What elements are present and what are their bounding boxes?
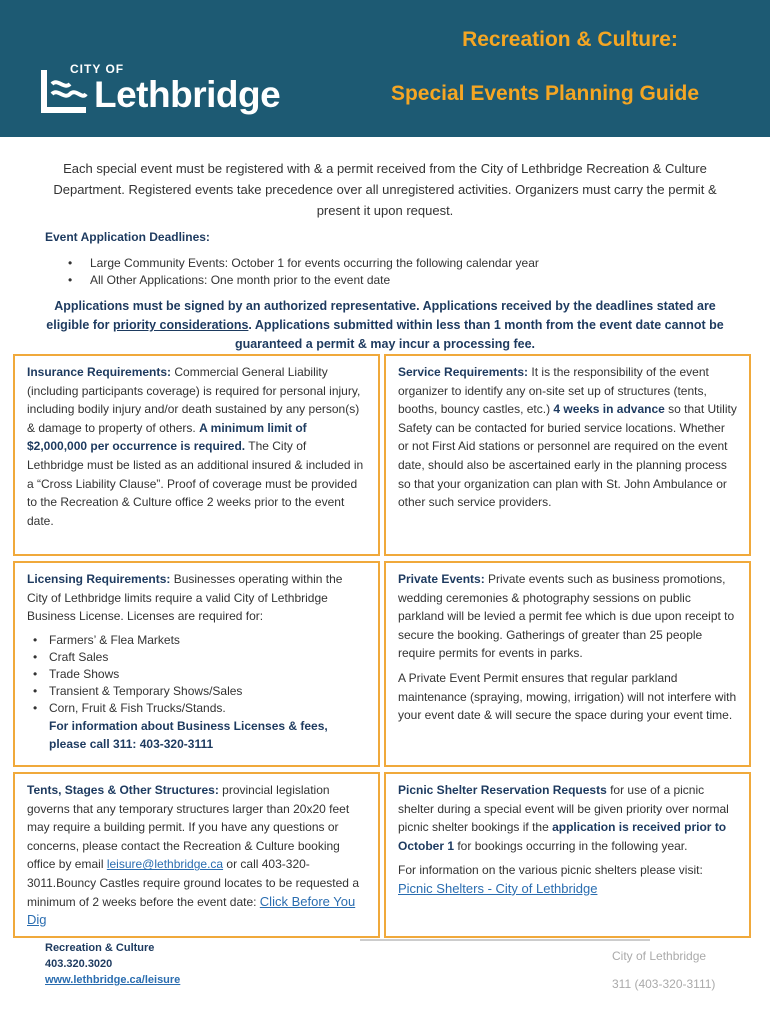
footer-phone: 403.320.3020: [45, 958, 113, 970]
tents-text: or call 403-320-3011.Bouncy Castles require ground locates to be requested a minimum of 2 weeks before the event date:: [27, 857, 359, 909]
list-item: • Large Community Events: October 1 for events occurring the following calendar year: [68, 255, 539, 272]
licensing-list: [27, 632, 366, 717]
tents-box: [13, 772, 380, 938]
list-item: • Trade Shows: [27, 666, 366, 683]
picnic-box: [384, 772, 751, 938]
service-bold: 4 weeks in advance: [553, 402, 665, 417]
list-item: • All Other Applications: One month prior to the event date: [68, 272, 539, 289]
tents-text: provincial legislation governs that any temporary structures larger than 20x20 feet may require a building permit. If you have any questions or concerns, please contact the Recreation & Culture booking office by email: [27, 783, 350, 872]
header-banner: [0, 0, 770, 137]
picnic-text-3: For information on the various picnic shelters please visit:: [398, 863, 703, 878]
footer-web-link[interactable]: www.lethbridge.ca/leisure: [45, 974, 181, 986]
service-text: so that Utility Safety can be contacted for buried service locations. Whether or not First Aid stations or personnel are required on the event date, should also be ascertained early in the planning process so that your organization can plan with St. John Ambulance or other such service providers.: [398, 402, 737, 510]
notice-text: . Applications submitted within less than 1 month from the event date cannot be guaranteed a permit & may incur a processing fee.: [234, 318, 724, 351]
private-heading: Private Events:: [398, 572, 485, 586]
footer-dept: Recreation & Culture: [45, 942, 155, 954]
picnic-text: for bookings occurring in the following year.: [454, 838, 688, 853]
list-item: • Craft Sales: [27, 649, 366, 666]
footer-city: [612, 942, 715, 998]
licensing-box: [13, 561, 380, 767]
picnic-bold: application is received prior to October 1: [398, 820, 727, 853]
click-before-you-dig-link[interactable]: Click Before You Dig: [27, 893, 356, 928]
picnic-shelters-link[interactable]: Picnic Shelters - City of Lethbridge: [398, 880, 598, 896]
licensing-contact: For information about Business Licenses & fees, please call 311: 403-320-3111: [49, 718, 328, 752]
city-logo: [40, 60, 280, 124]
logo-name: Lethbridge: [94, 74, 281, 115]
picnic-heading: Picnic Shelter Reservation Requests: [398, 783, 607, 797]
picnic-text: for use of a picnic shelter during a special event will be given priority over normal picnic shelter bookings if the: [398, 783, 729, 835]
insurance-box: [13, 354, 380, 556]
footer-311: 311 (403-320-3111): [612, 977, 716, 991]
insurance-text: Commercial General Liability (including participants coverage) is required for personal injury, including bodily injury and/or death sustained by any person(s) & damage to property of others.: [27, 365, 361, 435]
list-item: • Transient & Temporary Shows/Sales: [27, 683, 366, 700]
service-heading: Service Requirements:: [398, 365, 529, 379]
insurance-bold: A minimum limit of $2,000,000 per occurrence is required.: [27, 420, 307, 454]
licensing-text: Businesses operating within the City of Lethbridge limits require a valid City of Lethbridge Business License. Licenses are required for:: [27, 572, 343, 624]
private-text-2: A Private Event Permit ensures that regular parkland maintenance (spraying, mowing, irrigation) will not interfere with your event date & will secure the space during your event time.: [398, 670, 737, 723]
private-text: Private events such as business promotions, wedding ceremonies & photography sessions on public parkland will be levied a permit fee which is due upon receipt to secure the booking. Gatherings of greater than 25 people require permits for events in parks.: [398, 572, 735, 661]
page-title-line2: Special Events Planning Guide: [390, 82, 700, 105]
deadlines-list: [68, 255, 539, 289]
footer-city-name: City of Lethbridge: [612, 949, 707, 963]
page-title-line1: Recreation & Culture:: [462, 28, 678, 51]
footer-contact: [45, 940, 180, 988]
service-box: [384, 354, 751, 556]
list-item: • Corn, Fruit & Fish Trucks/Stands.: [27, 700, 366, 717]
list-item: • Farmers’ & Flea Markets: [27, 632, 366, 649]
service-text: It is the responsibility of the event organizer to identify any on-site set up of structures (tents, booths, bouncy castles, etc.): [398, 365, 709, 417]
tents-heading: Tents, Stages & Other Structures:: [27, 783, 219, 797]
deadlines-heading: Event Application Deadlines:: [45, 230, 210, 244]
footer-divider: [360, 939, 650, 941]
insurance-heading: Insurance Requirements:: [27, 365, 172, 379]
licensing-heading: Licensing Requirements:: [27, 572, 171, 586]
email-link[interactable]: leisure@lethbridge.ca: [106, 857, 224, 872]
logo-city-of: CITY OF: [70, 62, 125, 76]
notice-text: Applications must be signed by an authorized representative. Applications received by the deadlines stated are eligible for: [46, 299, 716, 332]
priority-link[interactable]: priority considerations: [112, 318, 249, 332]
application-notice: [45, 297, 725, 354]
intro-paragraph: Each special event must be registered with & a permit received from the City of Lethbridge Recreation & Culture Department. Registered events take precedence over all unregistered activities. Organizers must carry the permit & present it upon request.: [53, 161, 717, 218]
insurance-text: The City of Lethbridge must be listed as an additional insured & included in a “Cross Liability Clause”. Proof of coverage must be provided to the Recreation & Culture office 2 weeks prior to the event date.: [27, 439, 364, 528]
private-events-box: [384, 561, 751, 767]
